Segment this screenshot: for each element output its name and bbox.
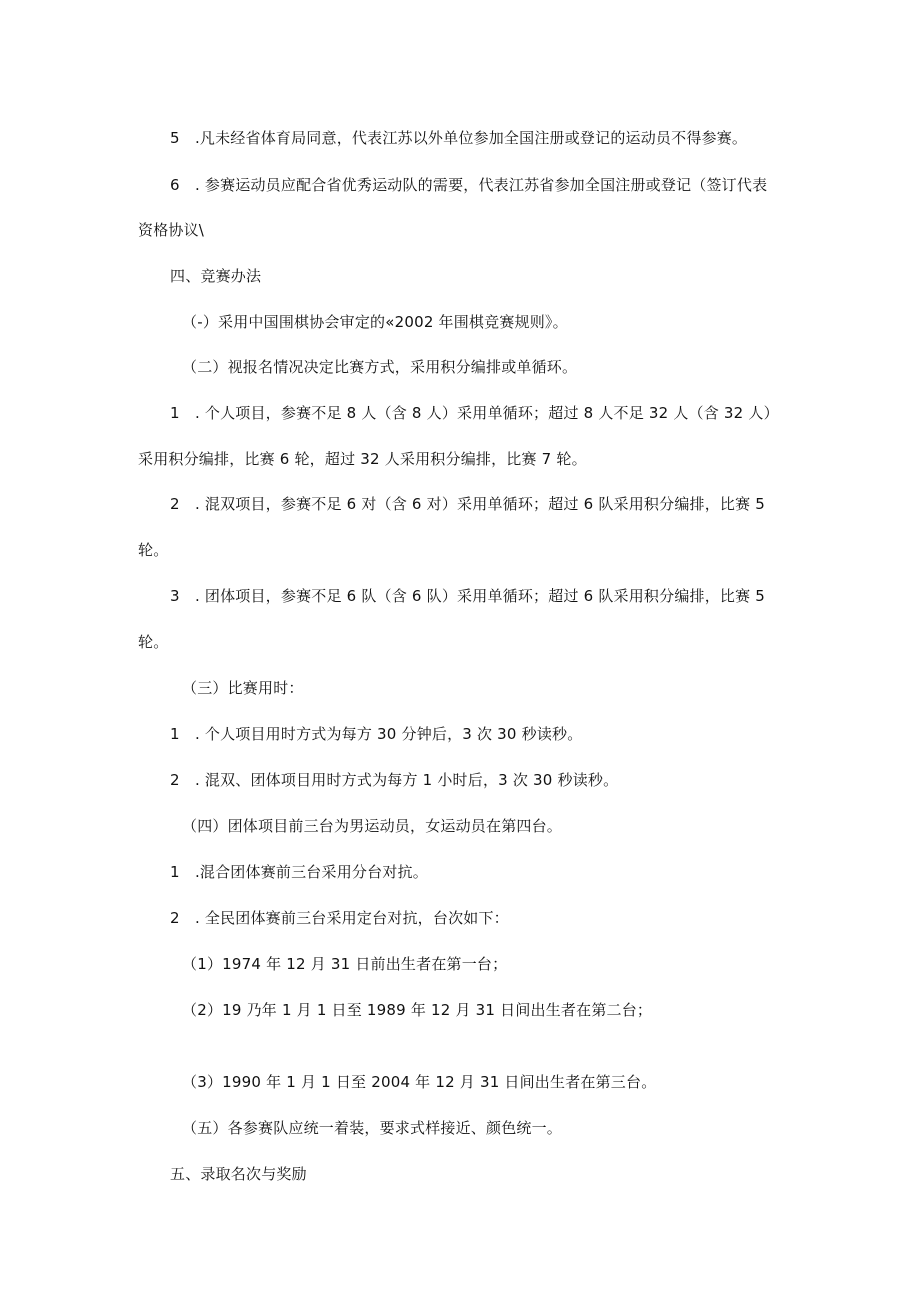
team-time-text: 2 . 混双、团体项目用时方式为每方 1 小时后，3 次 30 秒读秒。	[170, 771, 619, 789]
individual-event-text: 1 . 个人项目，参赛不足 8 人（含 8 人）采用单循环；超过 8 人不足 32 人（含 32 人）	[170, 404, 779, 422]
section-5-heading: 五、录取名次与奖励	[170, 1165, 307, 1183]
team-event-continuation: 轮。	[138, 633, 169, 651]
board-2-text: （2）19 乃年 1 月 1 日至 1989 年 12 月 31 日间出生者在第二台；	[182, 1001, 653, 1019]
item-5-text: 5 .凡未经省体育局同意，代表江苏以外单位参加全国注册或登记的运动员不得参赛。	[170, 129, 748, 147]
individual-event-continuation: 采用积分编排，比赛 6 轮，超过 32 人采用积分编排，比赛 7 轮。	[138, 450, 587, 468]
individual-time-text: 1 . 个人项目用时方式为每方 30 分钟后，3 次 30 秒读秒。	[170, 725, 583, 743]
board-1-text: （1）1974 年 12 月 31 日前出生者在第一台；	[182, 955, 508, 973]
clause-2-text: （二）视报名情况决定比赛方式，采用积分编排或单循环。	[182, 358, 578, 376]
board-3-text: （3）1990 年 1 月 1 日至 2004 年 12 月 31 日间出生者在第三台。	[182, 1073, 657, 1091]
clause-5-text: （五）各参赛队应统一着装，要求式样接近、颜色统一。	[182, 1119, 563, 1137]
mixed-doubles-continuation: 轮。	[138, 541, 169, 559]
mixed-team-text: 1 .混合团体赛前三台采用分台对抗。	[170, 863, 428, 881]
item-6-continuation: 资格协议\	[138, 221, 205, 239]
clause-3-heading: （三）比赛用时：	[182, 679, 304, 697]
item-6-text: 6 . 参赛运动员应配合省优秀运动队的需要，代表江苏省参加全国注册或登记（签订代表	[170, 176, 768, 194]
public-team-text: 2 . 全民团体赛前三台采用定台对抗，台次如下：	[170, 909, 509, 927]
clause-4-text: （四）团体项目前三台为男运动员，女运动员在第四台。	[182, 817, 563, 835]
clause-1-text: （-）采用中国围棋协会审定的«2002 年围棋竞赛规则》。	[182, 313, 568, 331]
team-event-text: 3 . 团体项目，参赛不足 6 队（含 6 队）采用单循环；超过 6 队采用积分编排，比赛 5	[170, 587, 766, 605]
mixed-doubles-text: 2 . 混双项目，参赛不足 6 对（含 6 对）采用单循环；超过 6 队采用积分编排，比赛 5	[170, 495, 766, 513]
section-4-heading: 四、竞赛办法	[170, 267, 262, 285]
